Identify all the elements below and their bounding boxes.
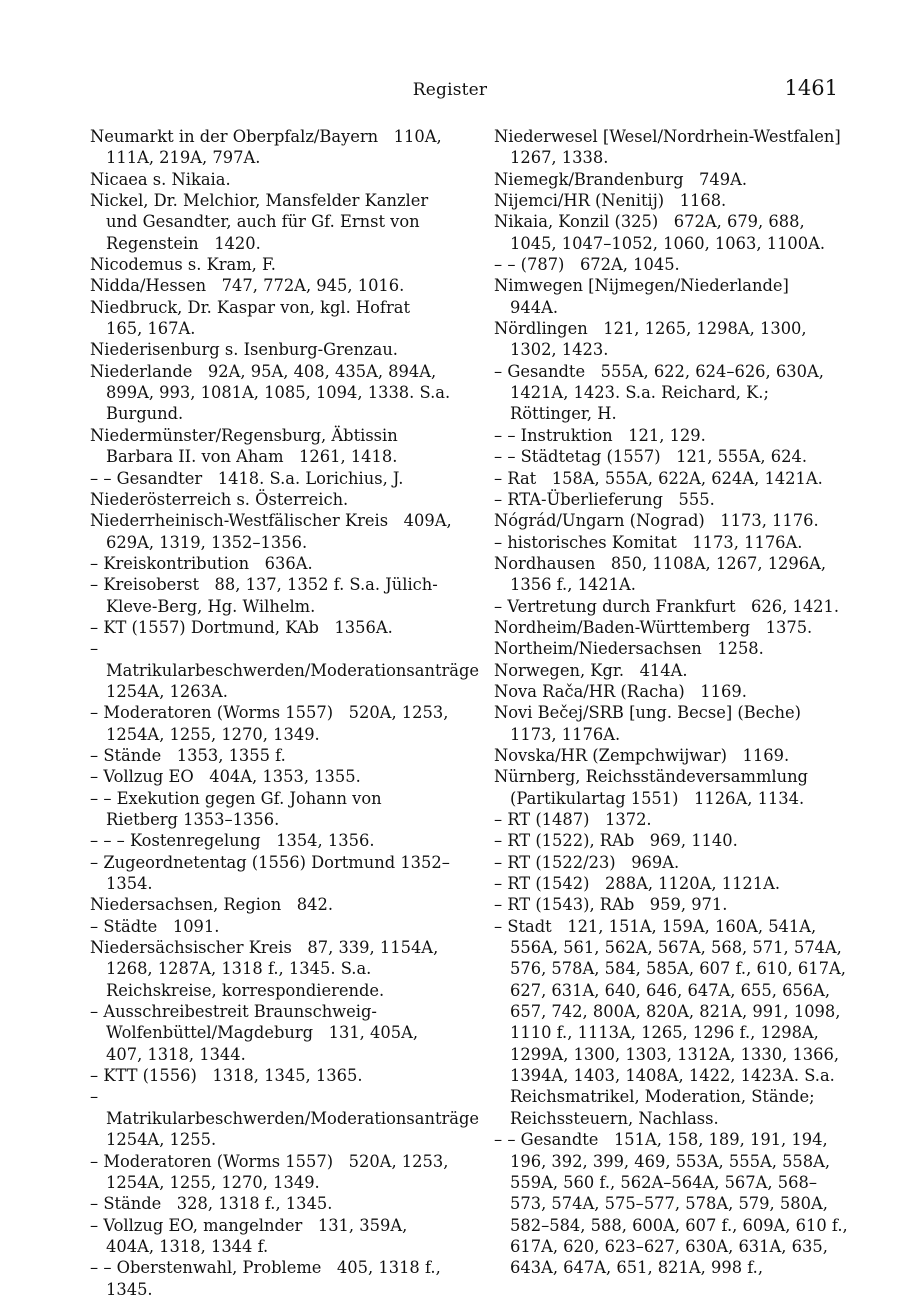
- index-entry: Novi Bečej/SRB [ung. Becse] (Beche) 1173, 1176A.: [494, 703, 817, 744]
- page-number: 1461: [784, 76, 838, 100]
- index-entry: Niedermünster/Regensburg, Äbtissin Barbara II. von Aham 1261, 1418.: [90, 425, 403, 467]
- index-entry: – Ausschreibestreit Braunschweig-Wolfenbüttel/Magdeburg 131, 405A, 407, 1318, 1344.: [90, 1002, 424, 1064]
- index-entry: Niedbruck, Dr. Kaspar von, kgl. Hofrat 165, 167A.: [90, 297, 426, 339]
- index-entry: – Vertretung durch Frankfurt 626, 1421.: [494, 596, 840, 616]
- index-entry: – RT (1543), RAb 959, 971.: [494, 895, 728, 915]
- index-entry: – Moderatoren (Worms 1557) 520A, 1253, 1254A, 1255, 1270, 1349.: [90, 1151, 454, 1192]
- index-entry: – RT (1542) 288A, 1120A, 1121A.: [494, 874, 781, 894]
- index-entry: Nimwegen [Nijmegen/Niederlande] 944A.: [494, 276, 805, 317]
- index-entry: Niederösterreich s. Österreich.: [90, 489, 349, 509]
- index-entry: – Rat 158A, 555A, 622A, 624A, 1421A.: [494, 468, 823, 488]
- index-entry: – – – Kostenregelung 1354, 1356.: [90, 831, 375, 851]
- index-entry: – historisches Komitat 1173, 1176A.: [494, 532, 803, 552]
- index-entry: – Stände 328, 1318 f., 1345.: [90, 1194, 333, 1214]
- index-entry: – Stände 1353, 1355 f.: [90, 745, 286, 765]
- index-entry: Niederlande 92A, 95A, 408, 435A, 894A, 899A, 993, 1081A, 1085, 1094, 1338. S.a. Burgund.: [90, 361, 456, 424]
- index-entry: – Gesandte 555A, 622, 624–626, 630A, 1421A, 1423. S.a. Reichard, K.; Röttinger, H.: [494, 361, 830, 424]
- index-entry: Niederisenburg s. Isenburg-Grenzau.: [90, 340, 398, 360]
- index-entry: Nordhausen 850, 1108A, 1267, 1296A, 1356 f., 1421A.: [494, 553, 832, 595]
- index-entry: Niemegk/Brandenburg 749A.: [494, 169, 748, 189]
- index-entry: Nijemci/HR (Nenitij) 1168.: [494, 191, 727, 211]
- right-column: [494, 126, 853, 1300]
- index-entry: – – Oberstenwahl, Probleme 405, 1318 f., 1345.: [90, 1258, 446, 1299]
- index-entry: – – (787) 672A, 1045.: [494, 255, 680, 275]
- index-entry: – Matrikularbeschwerden/Moderationsanträge 1254A, 1263A.: [90, 639, 485, 701]
- index-entry: – RT (1522/23) 969A.: [494, 852, 680, 872]
- index-entry: – RT (1487) 1372.: [494, 810, 652, 829]
- index-entry: Nicaea s. Nikaia.: [90, 169, 231, 189]
- register-columns: [90, 126, 853, 1300]
- index-entry: Nordheim/Baden-Württemberg 1375.: [494, 617, 813, 637]
- index-entry: Niederrheinisch-Westfälischer Kreis 409A, 629A, 1319, 1352–1356.: [90, 511, 457, 552]
- index-entry: – Stadt 121, 151A, 159A, 160A, 541A, 556A, 561, 562A, 567A, 568, 571, 574A, 576, 578A, 584, 585A, 607 f., 610, 617A, 627, 631A, 640, 646, 647A, 655, 656A, 657, 742, 800A, 820A, 821A, 991, 1098, 1110 f., 1113A, 1265, 1296 f., 1298A, 1299A, 1300, 1303, 1312A, 1330, 1366, 1394A, 1403, 1408A, 1422, 1423A. S.a. Reichsmatrikel, Moderation, Stände; Reichssteuern, Nachlass.: [494, 916, 852, 1128]
- index-entry: Nikaia, Konzil (325) 672A, 679, 688, 1045, 1047–1052, 1060, 1063, 1100A.: [494, 212, 826, 253]
- index-entry: Northeim/Niedersachsen 1258.: [494, 639, 764, 659]
- page-header: [0, 76, 900, 108]
- index-entry: – Vollzug EO, mangelnder 131, 359A, 404A, 1318, 1344 f.: [90, 1215, 413, 1256]
- index-entry: Nicodemus s. Kram, F.: [90, 255, 276, 275]
- index-entry: Nördlingen 121, 1265, 1298A, 1300, 1302, 1423.: [494, 319, 812, 360]
- index-entry: Nürnberg, Reichsständeversammlung (Partikulartag 1551) 1126A, 1134.: [494, 767, 814, 808]
- index-entry: – Moderatoren (Worms 1557) 520A, 1253, 1254A, 1255, 1270, 1349.: [90, 703, 454, 744]
- running-head: Register: [412, 80, 488, 100]
- index-entry: Niederwesel [Wesel/Nordrhein-Westfalen] 1267, 1338.: [494, 127, 846, 168]
- index-entry: – Zugeordnetentag (1556) Dortmund 1352–1354.: [90, 852, 450, 894]
- left-column: [90, 126, 485, 1300]
- index-entry: – – Instruktion 121, 129.: [494, 425, 706, 445]
- index-entry: Nidda/Hessen 747, 772A, 945, 1016.: [90, 276, 405, 296]
- index-entry: – KT (1557) Dortmund, KAb 1356A.: [90, 617, 393, 637]
- index-entry: – RTA-Überlieferung 555.: [494, 489, 715, 509]
- index-entry: – Städte 1091.: [90, 916, 220, 936]
- index-entry: – – Gesandter 1418. S.a. Lorichius, J.: [90, 468, 404, 488]
- index-entry: Novska/HR (Zempchwijwar) 1169.: [494, 745, 790, 765]
- index-entry: – – Städtetag (1557) 121, 555A, 624.: [494, 447, 808, 467]
- index-entry: Niedersachsen, Region 842.: [90, 895, 334, 915]
- index-entry: – – Gesandte 151A, 158, 189, 191, 194, 196, 392, 399, 469, 553A, 555A, 558A, 559A, 560 f., 562A–564A, 567A, 568–573, 574A, 575–577, 578A, 579, 580A, 582–584, 588, 600A, 607 f., 609A, 610 f., 617A, 620, 623–627, 630A, 631A, 635, 643A, 647A, 651, 821A, 998 f.,: [494, 1130, 853, 1278]
- index-entry: – RT (1522), RAb 969, 1140.: [494, 831, 738, 851]
- index-entry: – – Exekution gegen Gf. Johann von Rietberg 1353–1356.: [90, 788, 387, 829]
- index-entry: – Kreiskontribution 636A.: [90, 553, 313, 573]
- index-entry: Nova Rača/HR (Racha) 1169.: [494, 681, 747, 701]
- index-entry: Niedersächsischer Kreis 87, 339, 1154A, 1268, 1287A, 1318 f., 1345. S.a. Reichskreise, korrespondierende.: [90, 938, 444, 1000]
- index-entry: Neumarkt in der Oberpfalz/Bayern 110A, 111A, 219A, 797A.: [90, 127, 447, 168]
- index-entry: – Kreisoberst 88, 137, 1352 f. S.a. Jülich-Kleve-Berg, Hg. Wilhelm.: [90, 575, 438, 616]
- index-entry: – KTT (1556) 1318, 1345, 1365.: [90, 1066, 363, 1086]
- index-entry: Nógrád/Ungarn (Nograd) 1173, 1176.: [494, 511, 819, 531]
- index-entry: – Vollzug EO 404A, 1353, 1355.: [90, 767, 361, 787]
- index-entry: Norwegen, Kgr. 414A.: [494, 660, 688, 680]
- index-entry: – Matrikularbeschwerden/Moderationsanträge 1254A, 1255.: [90, 1087, 485, 1150]
- index-entry: Nickel, Dr. Melchior, Mansfelder Kanzler und Gesandter, auch für Gf. Ernst von Regenstein 1420.: [90, 191, 434, 253]
